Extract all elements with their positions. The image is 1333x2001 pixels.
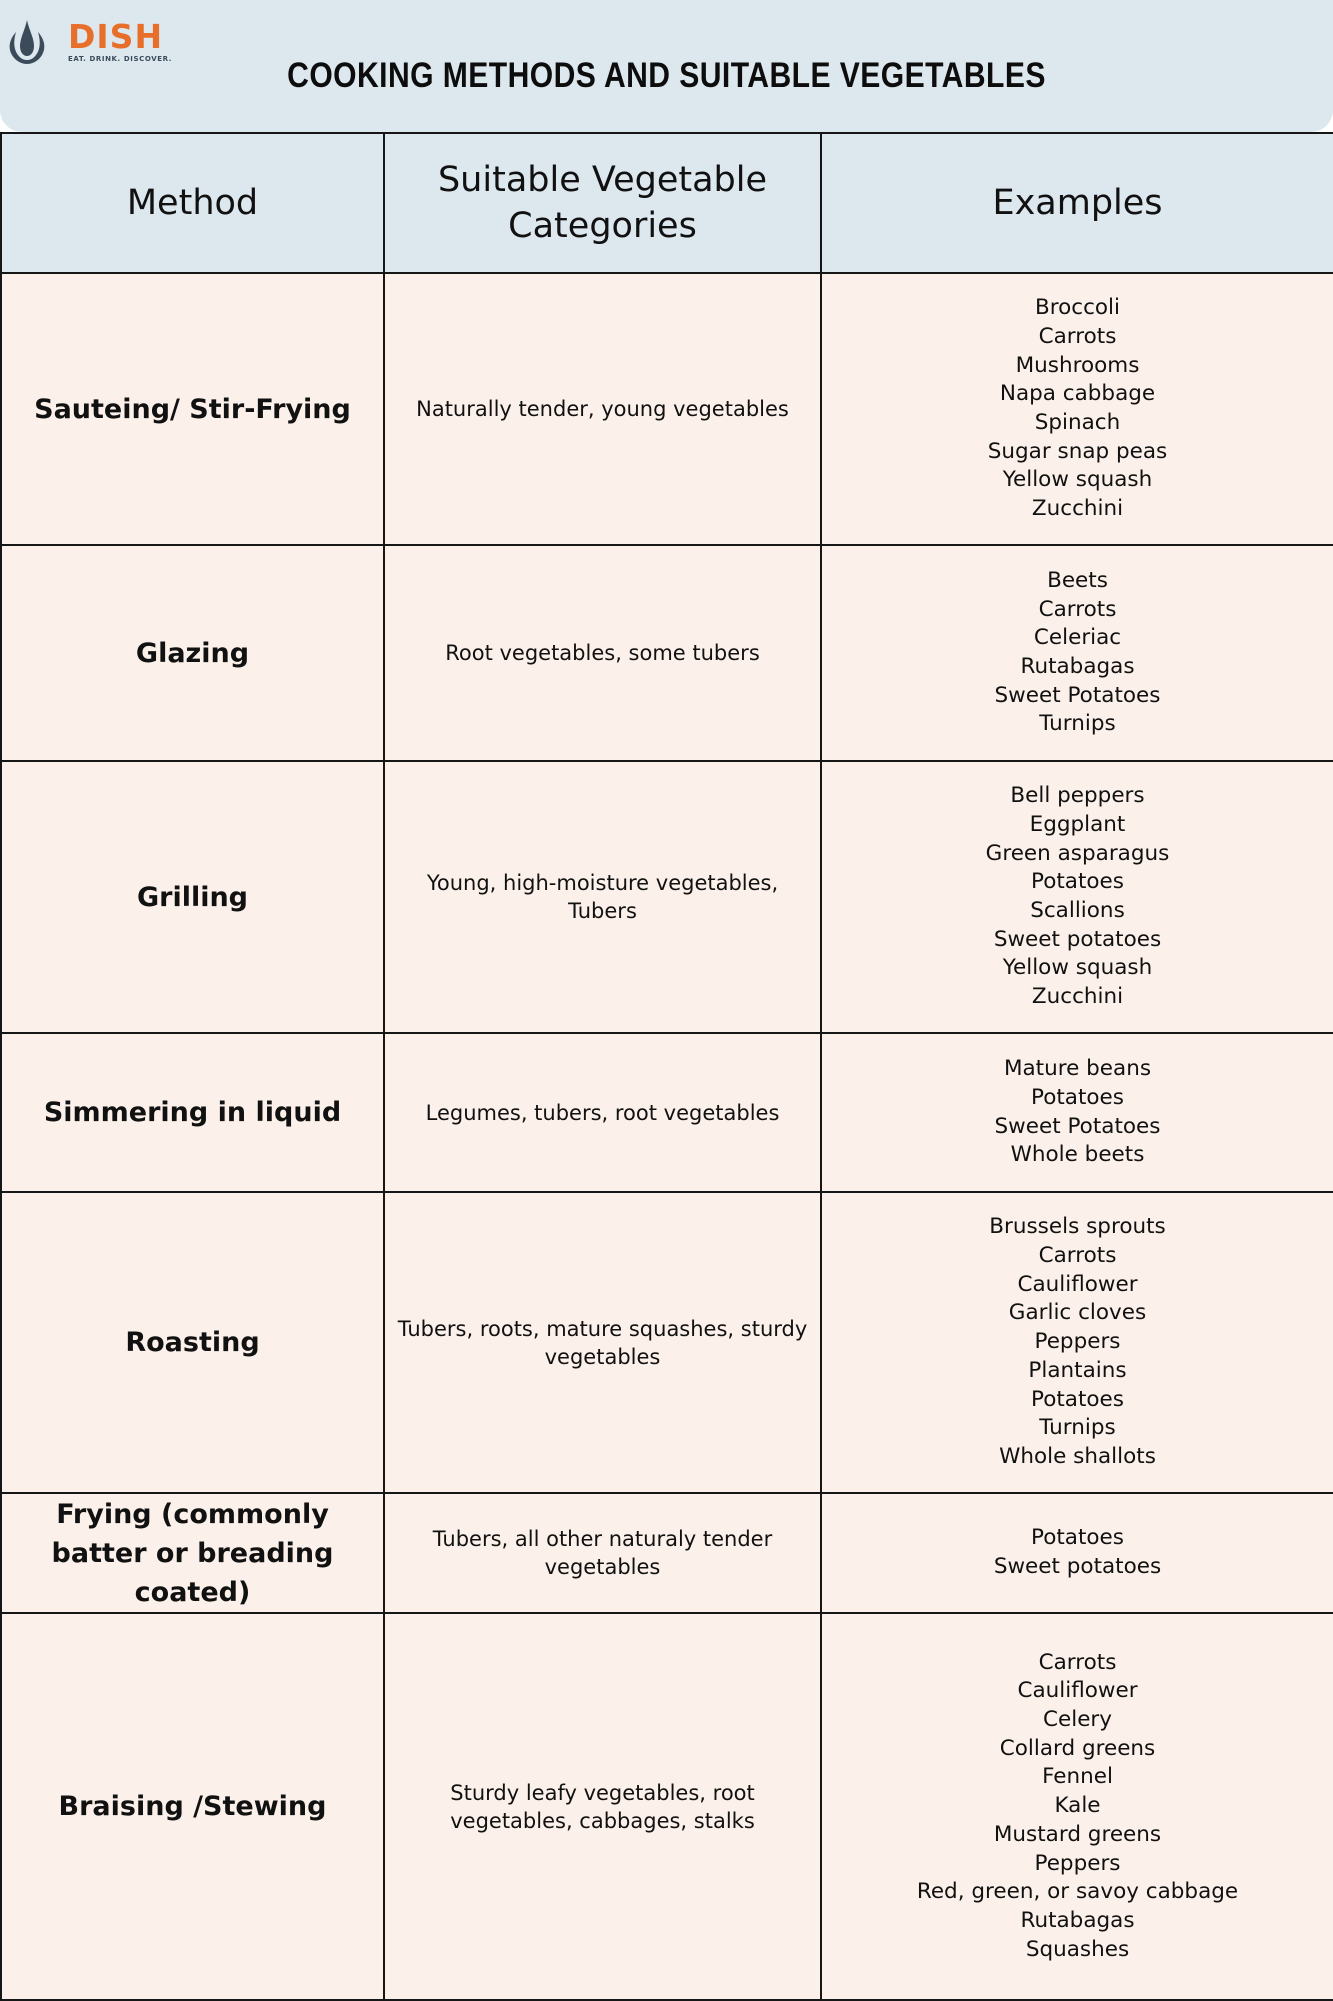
category-cell: Young, high-moisture vegetables, Tubers [384, 761, 821, 1033]
logo-tagline: EAT. DRINK. DISCOVER. [68, 55, 172, 63]
table-row [1, 545, 1333, 761]
example-item: Potatoes [1031, 1386, 1124, 1412]
example-item: Red, green, or savoy cabbage [916, 1879, 1239, 1905]
example-item: Sugar snap peas [987, 438, 1168, 464]
example-item: Carrots [1038, 596, 1117, 622]
example-item: Beets [1047, 567, 1108, 593]
leaf-drop-icon [6, 18, 48, 66]
example-item: Potatoes [1031, 1084, 1124, 1110]
example-item: Mature beans [1003, 1056, 1152, 1082]
logo-wordmark: DISH [68, 17, 164, 56]
example-item: Celeriac [1033, 625, 1122, 651]
category-cell: Tubers, all other naturaly tender vegetables [384, 1493, 821, 1613]
examples-cell [821, 273, 1333, 545]
example-item: Turnips [1039, 711, 1116, 737]
example-item: Brussels sprouts [989, 1214, 1166, 1240]
table-row [1, 273, 1333, 545]
example-item: Rutabagas [1020, 1907, 1135, 1933]
example-item: Sweet potatoes [993, 1554, 1162, 1579]
cooking-methods-table [0, 132, 1333, 2001]
example-item: Squashes [1025, 1936, 1130, 1962]
example-item: Broccoli [1034, 295, 1120, 321]
method-cell: Braising /Stewing [1, 1613, 384, 2000]
page-title: COOKING METHODS AND SUITABLE VEGETABLES [287, 56, 1046, 95]
category-cell: Naturally tender, young vegetables [384, 273, 821, 545]
table-row [1, 1493, 1333, 1613]
column-header-categories: Suitable Vegetable Categories [384, 133, 821, 273]
column-header-method: Method [1, 133, 384, 273]
table-row [1, 1613, 1333, 2000]
page-header [0, 0, 1333, 132]
example-item: Peppers [1034, 1850, 1121, 1876]
method-cell: Sauteing/ Stir-Frying [1, 273, 384, 545]
example-item: Scallions [1030, 898, 1125, 923]
example-item: Yellow squash [1002, 955, 1153, 981]
table-row [1, 761, 1333, 1033]
example-item: Garlic cloves [1008, 1300, 1147, 1326]
example-item: Whole shallots [999, 1443, 1156, 1469]
method-cell: Frying (commonly batter or breading coated) [1, 1493, 384, 1613]
examples-cell [821, 545, 1333, 761]
example-item: Mushrooms [1015, 352, 1140, 378]
example-item: Zucchini [1031, 984, 1124, 1010]
example-item: Potatoes [1031, 1525, 1124, 1551]
method-cell: Simmering in liquid [1, 1033, 384, 1192]
examples-cell [821, 1033, 1333, 1192]
example-item: Fennel [1042, 1764, 1113, 1790]
method-cell: Grilling [1, 761, 384, 1033]
example-item: Napa cabbage [999, 381, 1156, 407]
example-item: Turnips [1039, 1415, 1116, 1441]
example-item: Celery [1042, 1707, 1112, 1733]
example-item: Carrots [1038, 1243, 1117, 1269]
example-item: Plantains [1028, 1357, 1127, 1383]
example-item: Zucchini [1031, 496, 1124, 522]
example-item: Mustard greens [993, 1821, 1162, 1847]
column-header-examples: Examples [821, 133, 1333, 273]
example-item: Eggplant [1029, 811, 1126, 837]
example-item: Sweet Potatoes [994, 1113, 1161, 1139]
example-item: Yellow squash [1002, 467, 1153, 493]
example-item: Kale [1054, 1793, 1101, 1819]
table-body [1, 273, 1333, 2000]
category-cell: Tubers, roots, mature squashes, sturdy vegetables [384, 1192, 821, 1493]
examples-cell [821, 1613, 1333, 2000]
example-item: Spinach [1034, 410, 1121, 435]
example-item: Whole beets [1010, 1142, 1145, 1168]
example-item: Green asparagus [985, 840, 1170, 866]
example-item: Sweet potatoes [993, 926, 1162, 952]
example-item: Cauliflower [1017, 1678, 1138, 1704]
example-item: Potatoes [1031, 869, 1124, 895]
examples-cell [821, 1493, 1333, 1613]
category-cell: Root vegetables, some tubers [384, 545, 821, 761]
method-cell: Roasting [1, 1192, 384, 1493]
examples-cell [821, 761, 1333, 1033]
example-item: Cauliflower [1017, 1271, 1138, 1297]
example-item: Rutabagas [1020, 654, 1135, 679]
category-cell: Legumes, tubers, root vegetables [384, 1033, 821, 1192]
method-cell: Glazing [1, 545, 384, 761]
example-item: Sweet Potatoes [994, 682, 1161, 708]
table-row [1, 1033, 1333, 1192]
examples-cell [821, 1192, 1333, 1493]
example-item: Carrots [1038, 1649, 1117, 1675]
example-item: Carrots [1038, 323, 1117, 349]
table-row [1, 1192, 1333, 1493]
example-item: Bell peppers [1010, 783, 1145, 809]
example-item: Peppers [1034, 1329, 1121, 1355]
example-item: Collard greens [999, 1735, 1156, 1761]
category-cell: Sturdy leafy vegetables, root vegetables, cabbages, stalks [384, 1613, 821, 2000]
table-header-row [1, 133, 1333, 273]
